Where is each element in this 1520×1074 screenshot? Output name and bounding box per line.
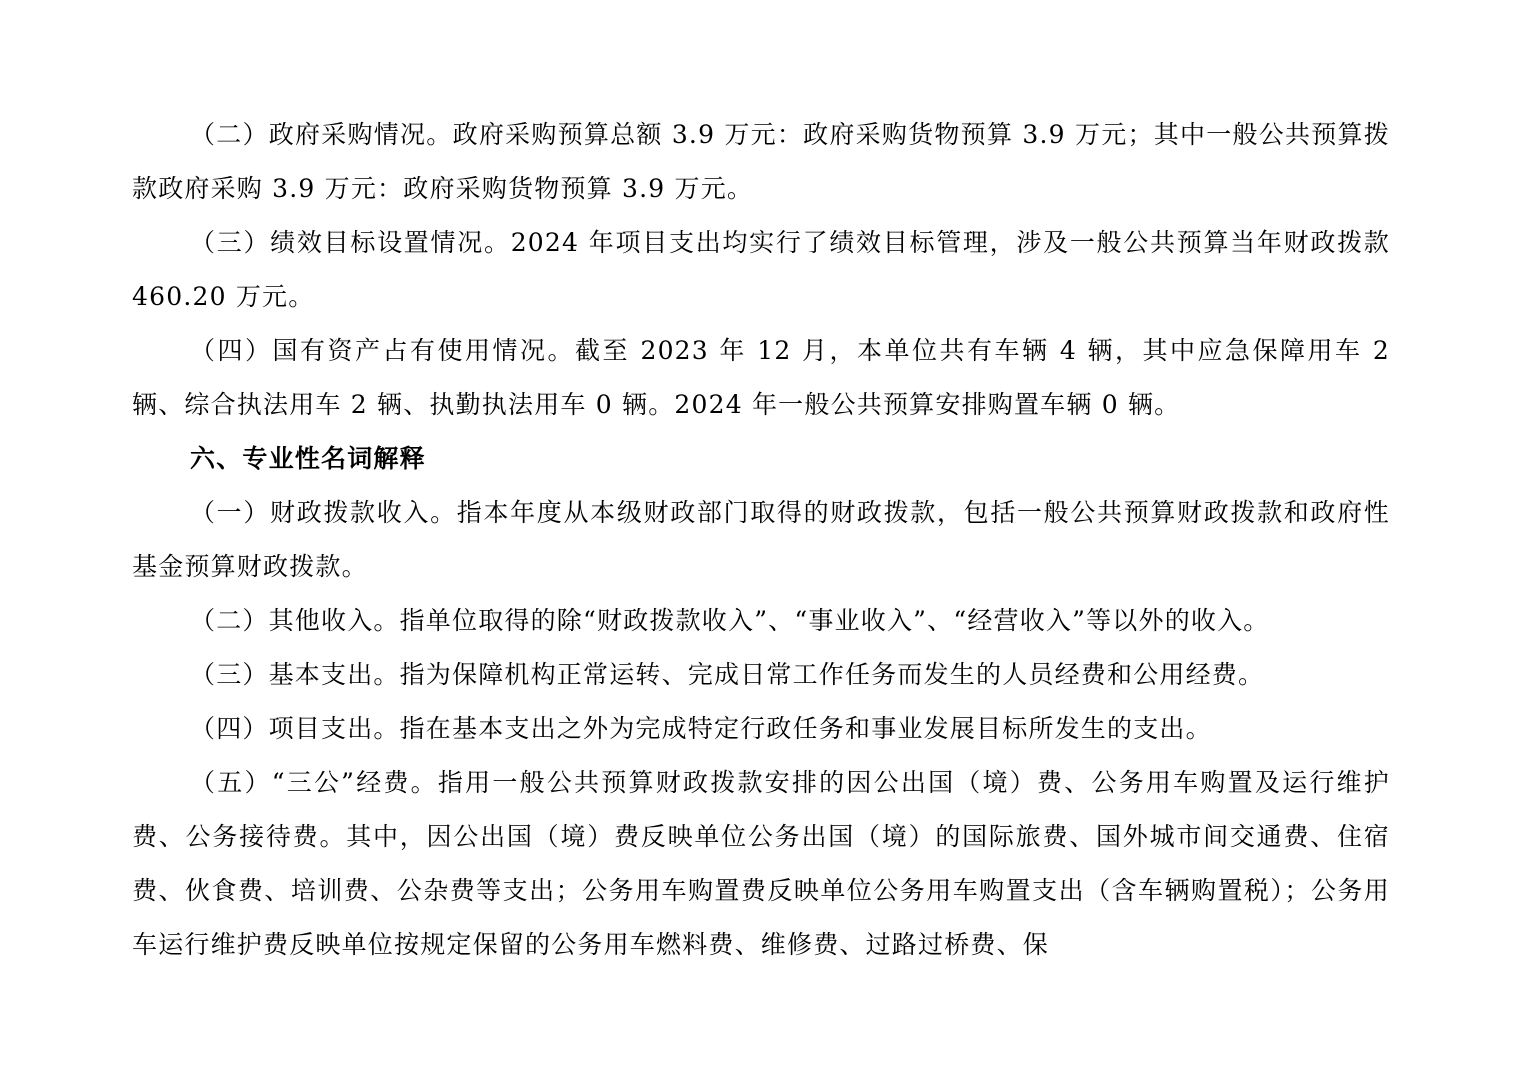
- document-page: [132, 108, 1390, 972]
- definition-body: 指本年度从本级财政部门取得的财政拨款，包括一般公共预算财政拨款和政府性基金预算财政拨款。: [132, 498, 1390, 581]
- definition-three-public-expenses: [132, 756, 1390, 972]
- definition-lead: （五）“三公”经费。: [190, 768, 438, 797]
- paragraph-lead: （三）绩效目标设置情况。: [190, 228, 511, 257]
- definition-lead: （二）其他收入。: [190, 606, 400, 635]
- definition-lead: （四）项目支出。: [190, 714, 400, 743]
- definition-body: 指单位取得的除“财政拨款收入”、“事业收入”、“经营收入”等以外的收入。: [399, 606, 1270, 635]
- paragraph-lead: （四）国有资产占有使用情况。: [190, 336, 576, 365]
- definition-basic-expenditure: [132, 648, 1390, 702]
- paragraph-lead: （二）政府采购情况。: [190, 120, 453, 149]
- definition-lead: （一）财政拨款收入。: [190, 498, 457, 527]
- definition-lead: （三）基本支出。: [190, 660, 400, 689]
- paragraph-body: 截至 2023 年 12 月，本单位共有车辆 4 辆，其中应急保障用车 2 辆、综合执法用车 2 辆、执勤执法用车 0 辆。2024 年一般公共预算安排购置车辆 0 辆。: [132, 336, 1390, 419]
- paragraph-body: 2024 年项目支出均实行了绩效目标管理，涉及一般公共预算当年财政拨款 460.20 万元。: [132, 228, 1391, 311]
- definition-fiscal-appropriation: [132, 486, 1390, 594]
- section-heading: 六、专业性名词解释: [190, 444, 426, 473]
- definition-project-expenditure: [132, 702, 1390, 756]
- definition-body: 指用一般公共预算财政拨款安排的因公出国（境）费、公务用车购置及运行维护费、公务接待费。其中，因公出国（境）费反映单位公务出国（境）的国际旅费、国外城市间交通费、住宿费、伙食费、培训费、公杂费等支出；公务用车购置费反映单位公务用车购置支出（含车辆购置税）；公务用车运行维护费反映单位按规定保留的公务用车燃料费、维修费、过路过桥费、保: [132, 768, 1390, 959]
- definition-other-income: [132, 594, 1390, 648]
- paragraph-government-procurement: [132, 108, 1390, 216]
- paragraph-performance-targets: [132, 216, 1390, 324]
- definition-body: 指在基本支出之外为完成特定行政任务和事业发展目标所发生的支出。: [399, 714, 1212, 743]
- definition-body: 指为保障机构正常运转、完成日常工作任务而发生的人员经费和公用经费。: [399, 660, 1265, 689]
- paragraph-state-assets: [132, 324, 1390, 432]
- paragraph-body: 政府采购预算总额 3.9 万元：政府采购货物预算 3.9 万元；其中一般公共预算拨款政府采购 3.9 万元：政府采购货物预算 3.9 万元。: [132, 120, 1390, 203]
